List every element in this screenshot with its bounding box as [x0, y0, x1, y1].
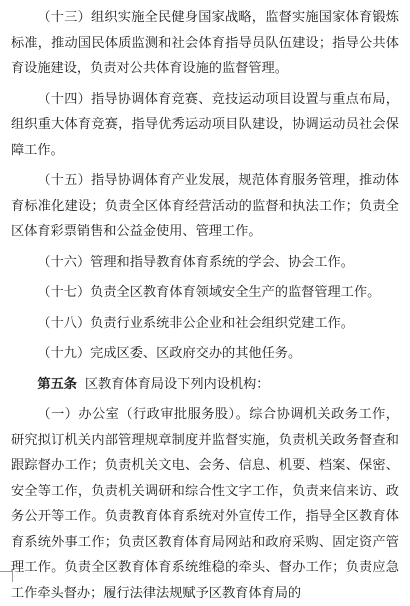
- article-text: 区教育体育局设下列内设机构：: [84, 376, 270, 392]
- article-heading: [11, 372, 399, 398]
- duty-item-13: （十三）组织实施全民健身国家战略，监督实施国家体育锻炼标准，推动国民体质监测和社会体育指导员队伍建设；指导公共体育设施建设，负责对公共体育设施的监督管理。: [11, 10, 399, 76]
- duty-item-19: （十九）完成区委、区政府交办的其他任务。: [37, 346, 302, 361]
- office-paragraph: （一）办公室（行政审批服务股）。综合协调机关政务工作，研究拟订机关内部管理规章制度并监督实施，负责机关政务督查和跟踪督办工作；负责机关文电、会务、信息、机要、档案、保密、安全等工作，负责机关调研和综合性文字工作，负责来信来访、政务公开等工作。负责教育体育系统对外宣传工作，指导全区教育体育系统外事工作；负责区教育体育局网站和政府采购、固定资产管理工作。负责全区教育体育系统维稳的牵头、督办工作；负责应急工作牵头督办；履行法律法规赋予区教育体育局的: [11, 407, 399, 601]
- duty-item-18: （十八）负责行业系统非公企业和社会组织党建工作。: [37, 315, 354, 331]
- duty-item-15: （十五）指导协调体育产业发展，规范体育服务管理，推动体育标准化建设；负责全区体育经营活动的监督和执法工作；负责全区体育彩票销售和公益金使用、管理工作。: [11, 173, 399, 239]
- duty-item-16: （十六）管理和指导教育体育系统的学会、协会工作。: [37, 254, 354, 270]
- duty-item-17: （十七）负责全区教育体育领域安全生产的监督管理工作。: [37, 285, 381, 300]
- duty-item-14: （十四）指导协调体育竞赛、竞技运动项目设置与重点布局，组织重大体育竞赛，指导优秀运动项目队建设，协调运动员社会保障工作。: [11, 91, 399, 158]
- page-corner-mark: [0, 571, 13, 582]
- article-label: 第五条: [37, 376, 77, 392]
